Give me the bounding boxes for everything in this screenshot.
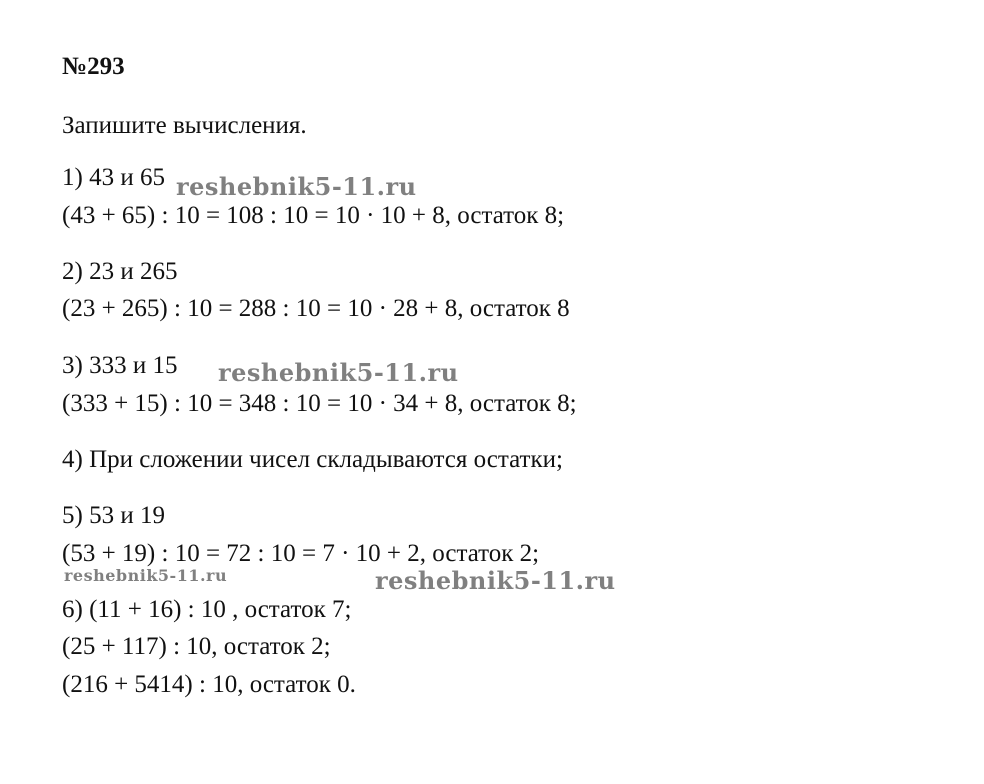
watermark-3: reshebnik5-11.ru <box>64 566 228 585</box>
watermark-4: reshebnik5-11.ru <box>375 566 616 595</box>
case-4-conclusion: 4) При сложении чисел складываются остатки; <box>62 446 563 473</box>
case-1-header: 1) 43 и 65 <box>62 164 165 191</box>
case-6-line-3: (216 + 5414) : 10, остаток 0. <box>62 671 356 698</box>
case-3-calculation: (333 + 15) : 10 = 348 : 10 = 10 · 34 + 8, остаток 8; <box>62 390 577 417</box>
watermark-2: reshebnik5-11.ru <box>218 358 459 387</box>
case-2-header: 2) 23 и 265 <box>62 258 178 285</box>
problem-number: №293 <box>62 53 125 80</box>
watermark-1: reshebnik5-11.ru <box>176 172 417 201</box>
problem-instruction: Запишите вычисления. <box>62 112 307 139</box>
case-6-line-2: (25 + 117) : 10, остаток 2; <box>62 633 331 660</box>
case-5-header: 5) 53 и 19 <box>62 502 165 529</box>
case-6-line-1: 6) (11 + 16) : 10 , остаток 7; <box>62 596 352 623</box>
case-5-calculation: (53 + 19) : 10 = 72 : 10 = 7 · 10 + 2, остаток 2; <box>62 540 540 567</box>
case-1-calculation: (43 + 65) : 10 = 108 : 10 = 10 · 10 + 8, остаток 8; <box>62 202 565 229</box>
case-3-header: 3) 333 и 15 <box>62 352 178 379</box>
case-2-calculation: (23 + 265) : 10 = 288 : 10 = 10 · 28 + 8, остаток 8 <box>62 295 570 322</box>
